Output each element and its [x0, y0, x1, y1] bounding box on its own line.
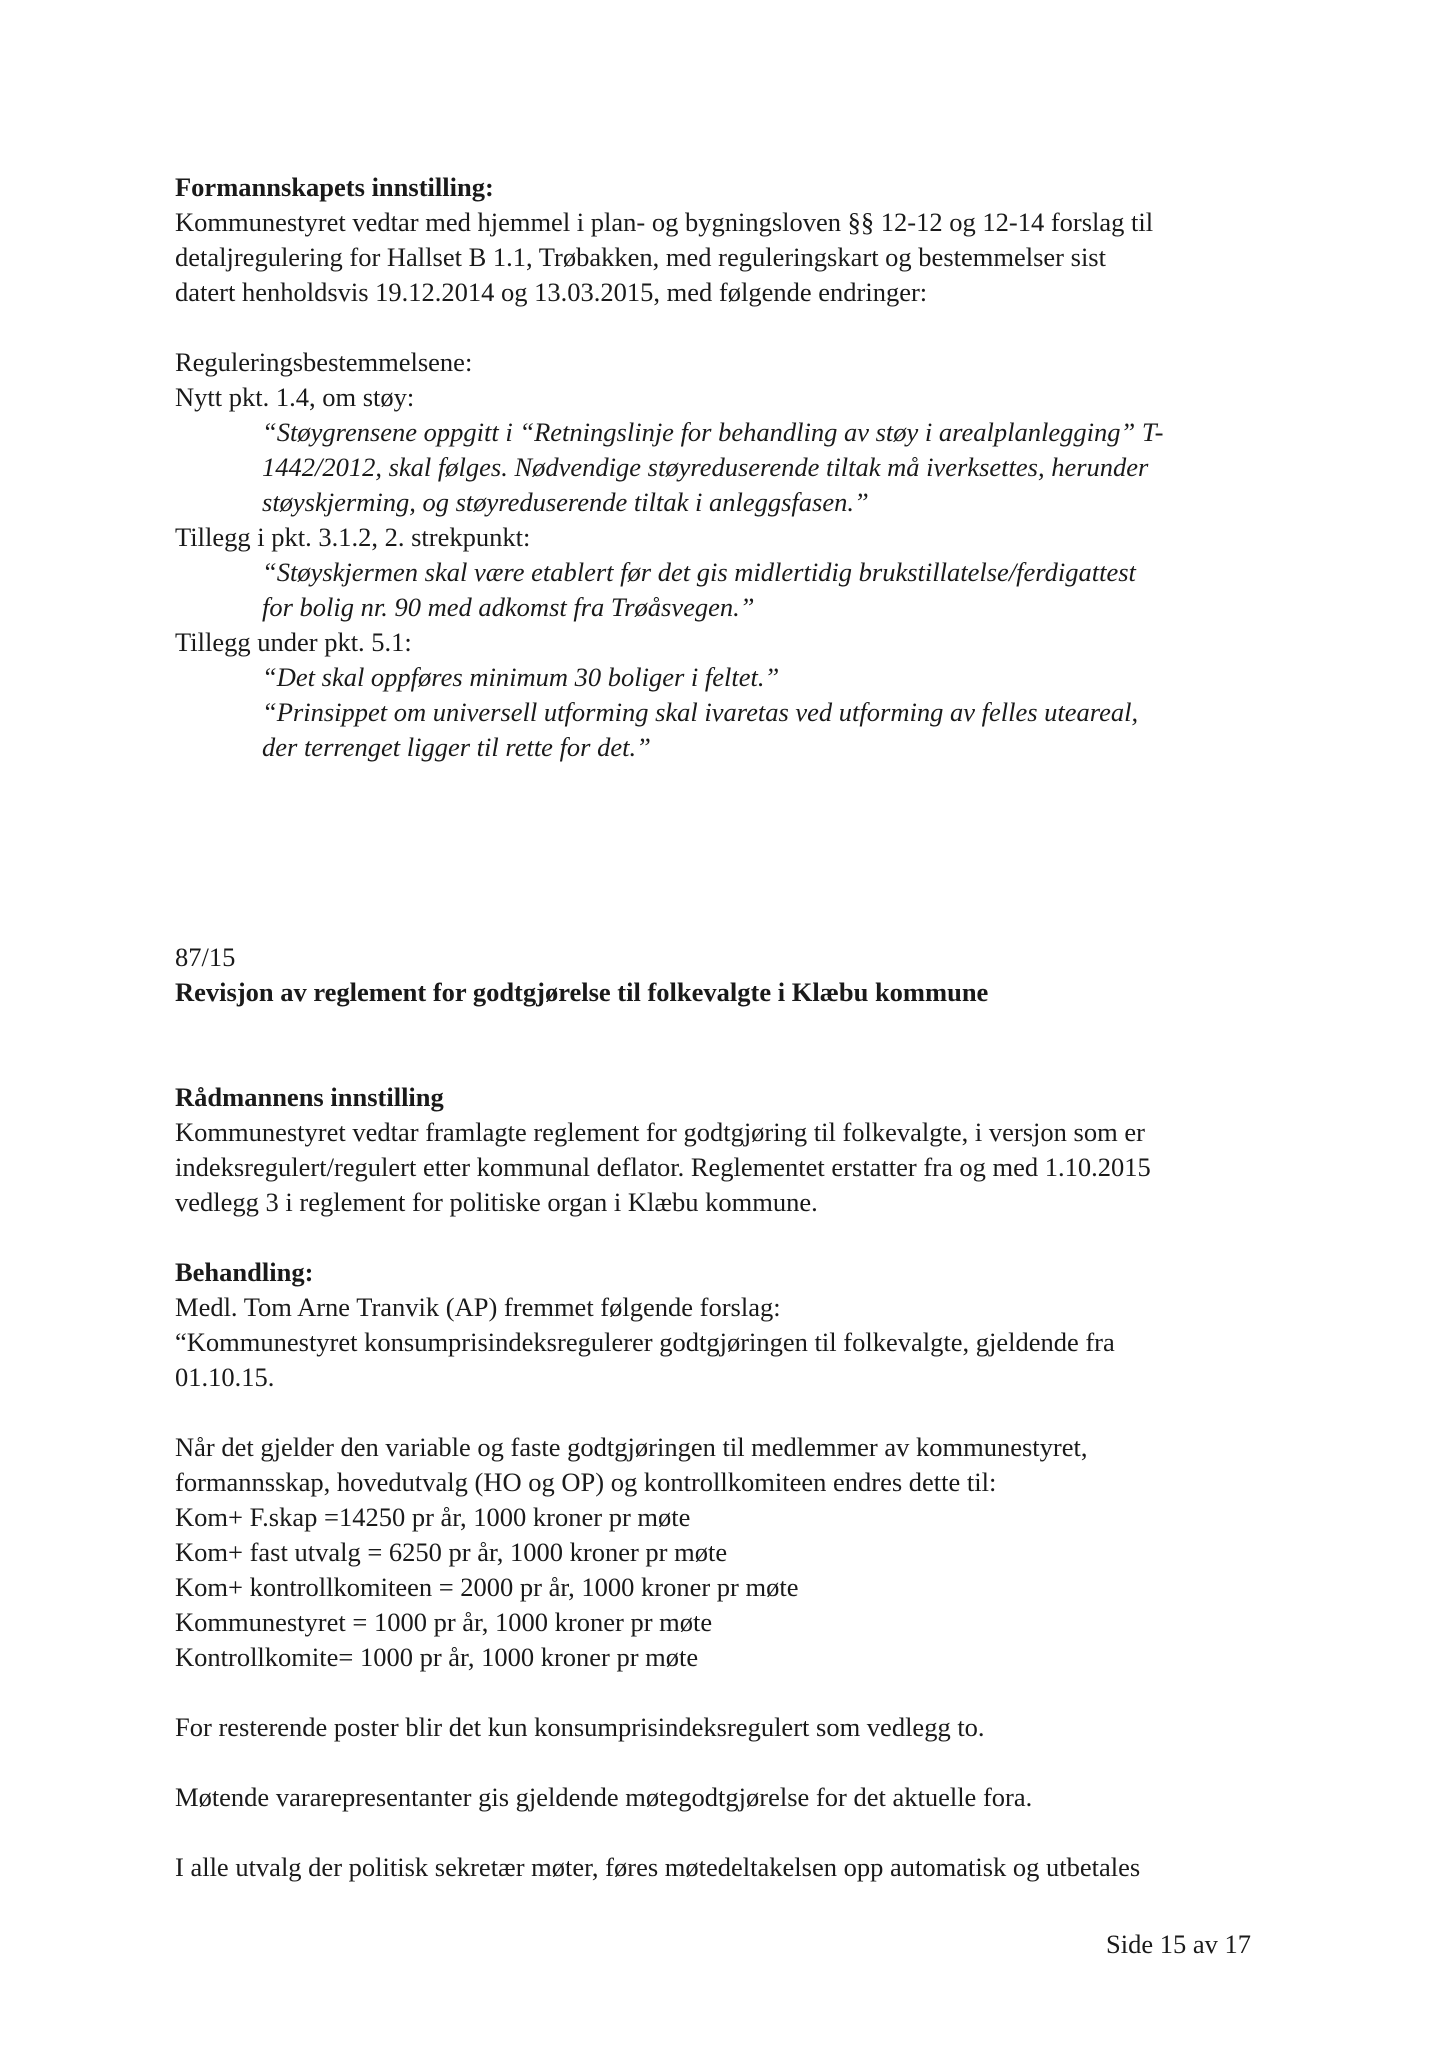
rate-line: Kontrollkomite= 1000 pr år, 1000 kroner pr møte — [175, 1642, 699, 1672]
rate-line: Kom+ kontrollkomiteen = 2000 pr år, 1000 kroner pr møte — [175, 1572, 799, 1602]
body-line: formannsskap, hovedutvalg (HO og OP) og kontrollkomiteen endres dette til: — [175, 1467, 997, 1497]
pkt-label: Nytt pkt. 1.4, om støy: — [175, 382, 415, 412]
page-number: Side 15 av 17 — [1106, 1929, 1251, 1959]
section-heading-radmann: Rådmannens innstilling — [175, 1082, 444, 1112]
quote-line: 1442/2012, skal følges. Nødvendige støyreduserende tiltak må iverksettes, herunder — [262, 452, 1149, 482]
body-line: I alle utvalg der politisk sekretær møter, føres møtedeltakelsen opp automatisk og utbetales — [175, 1852, 1141, 1882]
body-line: Møtende vararepresentanter gis gjeldende møtegodtgjørelse for det aktuelle fora. — [175, 1782, 1033, 1812]
case-number: 87/15 — [175, 942, 236, 972]
section-heading-behandling: Behandling: — [175, 1257, 314, 1287]
body-line: Kommunestyret vedtar med hjemmel i plan- og bygningsloven §§ 12-12 og 12-14 forslag til — [175, 207, 1154, 237]
case-title: Revisjon av reglement for godtgjørelse til folkevalgte i Klæbu kommune — [175, 977, 989, 1007]
body-line: Kommunestyret vedtar framlagte reglement for godtgjøring til folkevalgte, i versjon som er — [175, 1117, 1145, 1147]
quote-line: “Det skal oppføres minimum 30 boliger i feltet.” — [262, 662, 780, 692]
pkt-label: Tillegg under pkt. 5.1: — [175, 627, 412, 657]
body-line: Når det gjelder den variable og faste godtgjøringen til medlemmer av kommunestyret, — [175, 1432, 1088, 1462]
rate-line: Kom+ fast utvalg = 6250 pr år, 1000 kroner pr møte — [175, 1537, 728, 1567]
quote-line: der terrenget ligger til rette for det.” — [262, 732, 651, 762]
section-heading-formannskap: Formannskapets innstilling: — [175, 172, 494, 202]
quote-line: “Prinsippet om universell utforming skal ivaretas ved utforming av felles uteareal, — [262, 697, 1139, 727]
quote-line: støyskjerming, og støyreduserende tiltak i anleggsfasen.” — [262, 487, 869, 517]
body-line: detaljregulering for Hallset B 1.1, Trøbakken, med reguleringskart og bestemmelser sist — [175, 242, 1106, 272]
quote-line: for bolig nr. 90 med adkomst fra Trøåsvegen.” — [262, 592, 755, 622]
body-line: indeksregulert/regulert etter kommunal deflator. Reglementet erstatter fra og med 1.10.2015 — [175, 1152, 1151, 1182]
body-line: datert henholdsvis 19.12.2014 og 13.03.2015, med følgende endringer: — [175, 277, 928, 307]
reg-label: Reguleringsbestemmelsene: — [175, 347, 473, 377]
rate-line: Kommunestyret = 1000 pr år, 1000 kroner pr møte — [175, 1607, 713, 1637]
document-page — [175, 170, 1275, 1885]
body-line: 01.10.15. — [175, 1362, 275, 1392]
body-line: For resterende poster blir det kun konsumprisindeksregulert som vedlegg to. — [175, 1712, 985, 1742]
quote-line: “Støygrensene oppgitt i “Retningslinje for behandling av støy i arealplanlegging” T- — [262, 417, 1164, 447]
body-line: “Kommunestyret konsumprisindeksregulerer godtgjøringen til folkevalgte, gjeldende fra — [175, 1327, 1115, 1357]
quote-line: “Støyskjermen skal være etablert før det gis midlertidig brukstillatelse/ferdigattest — [262, 557, 1136, 587]
body-line: Medl. Tom Arne Tranvik (AP) fremmet følgende forslag: — [175, 1292, 781, 1322]
body-line: vedlegg 3 i reglement for politiske organ i Klæbu kommune. — [175, 1187, 818, 1217]
pkt-label: Tillegg i pkt. 3.1.2, 2. strekpunkt: — [175, 522, 531, 552]
rate-line: Kom+ F.skap =14250 pr år, 1000 kroner pr møte — [175, 1502, 691, 1532]
